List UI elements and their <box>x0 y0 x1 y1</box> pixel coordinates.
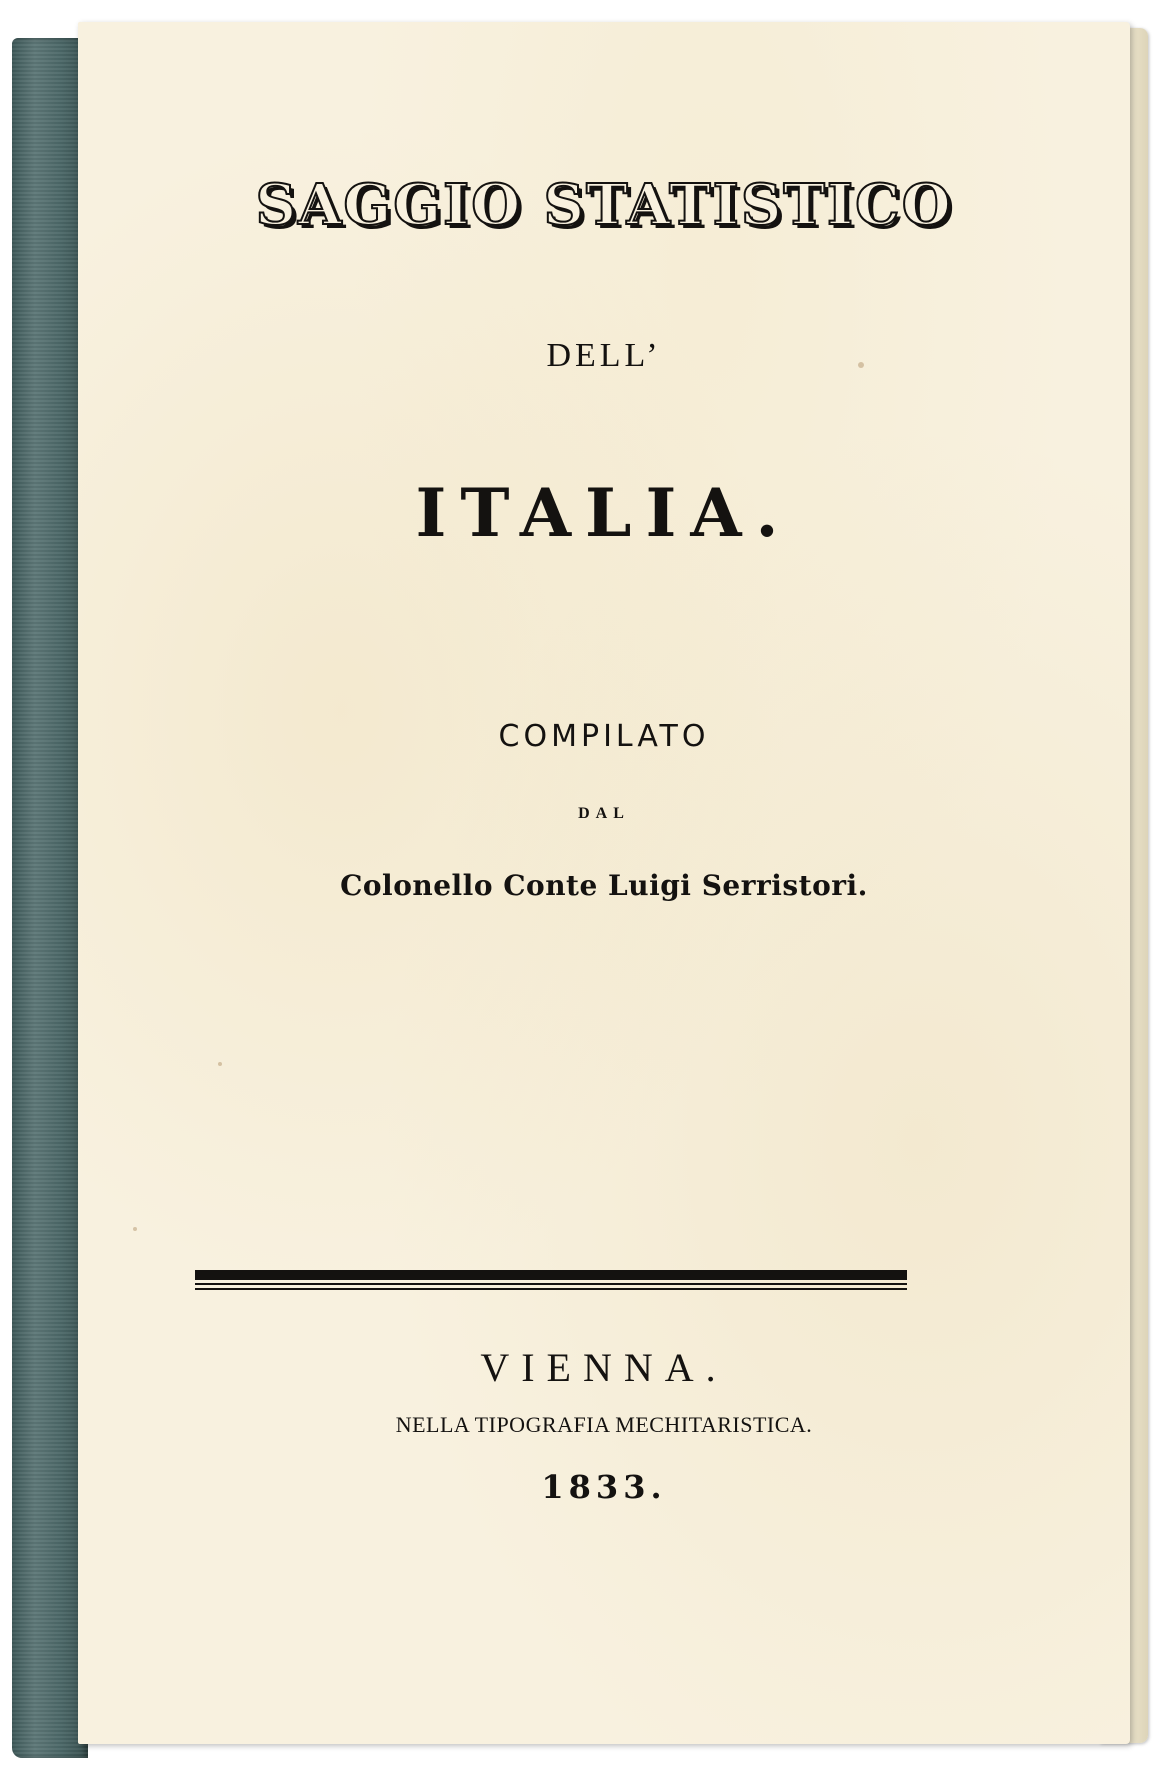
imprint-printer: NELLA TIPOGRAFIA MECHITARISTICA. <box>395 1412 813 1437</box>
rule-thick-line <box>195 1270 907 1280</box>
book-title: SAGGIO STATISTICO <box>255 172 953 238</box>
ornamental-rule <box>195 1270 907 1292</box>
title-page <box>78 22 1130 1744</box>
imprint-city: VIENNA. <box>480 1345 728 1390</box>
author-name: Colonello Conte Luigi Serristori. <box>340 869 868 902</box>
rule-thin-line <box>195 1283 907 1285</box>
by-label: DAL <box>578 805 630 822</box>
imprint-year: 1833. <box>541 1468 667 1506</box>
rule-thin-line <box>195 1288 907 1290</box>
title-subject: ITALIA. <box>415 474 793 552</box>
title-preposition: DELL’ <box>546 337 662 374</box>
cloth-spine <box>12 38 88 1758</box>
title-page-content <box>78 22 1130 1744</box>
compiled-label: COMPILATO <box>498 719 710 754</box>
